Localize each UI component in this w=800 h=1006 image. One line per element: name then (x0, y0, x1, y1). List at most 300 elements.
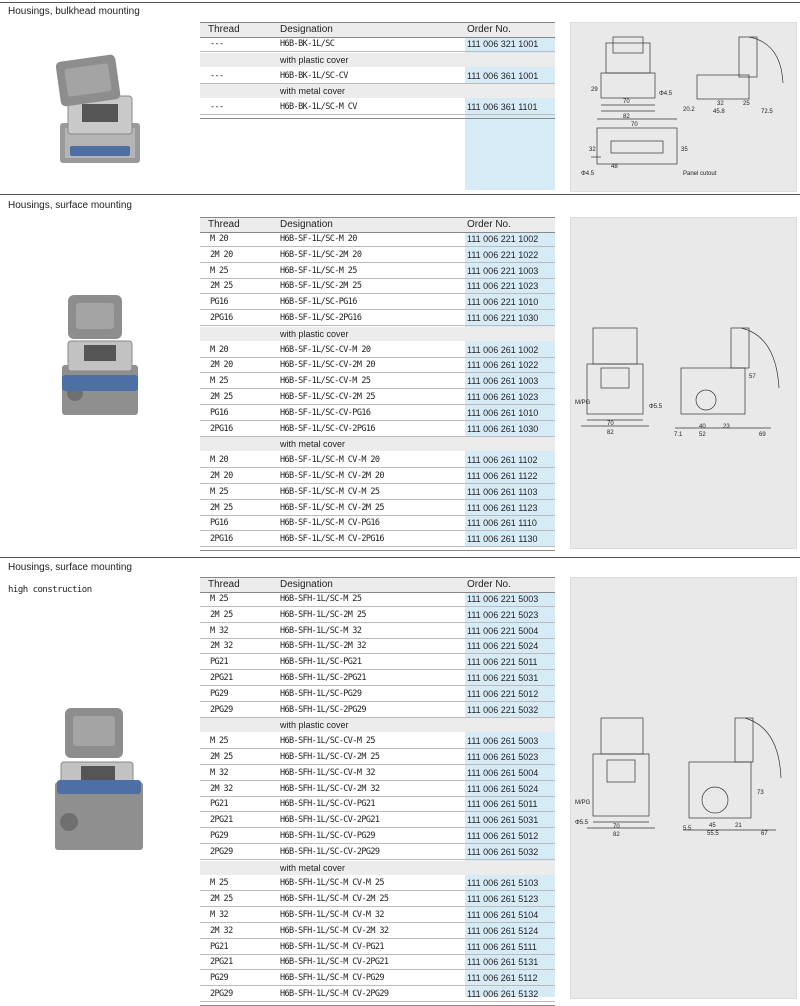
table-row (200, 390, 555, 405)
designation-suffix: -2M 32 (338, 641, 366, 652)
dim-label: 82 (613, 832, 620, 838)
designation-code: SC (329, 783, 339, 794)
dim-label: 32 (589, 147, 596, 153)
designation-prefix: H6B-SFH-1L/ (280, 767, 330, 778)
designation-cell (280, 673, 366, 683)
designation-cell (280, 503, 384, 513)
designation-cell (280, 610, 366, 620)
thread-cell: --- (210, 102, 224, 113)
designation-code: SC (325, 376, 335, 387)
table-header (200, 22, 555, 38)
table-row (200, 374, 555, 389)
designation-suffix: -CV-2PG21 (338, 815, 380, 826)
designation-suffix: -CV-2PG29 (338, 846, 380, 857)
designation-prefix: H6B-SFH-1L/ (280, 673, 330, 683)
designation-prefix: H6B-SFH-1L/ (280, 799, 330, 810)
technical-drawing (570, 577, 797, 999)
thread-cell: --- (210, 39, 224, 49)
table-row (200, 703, 555, 718)
dim-label: 69 (759, 432, 766, 438)
designation-cell (280, 297, 357, 307)
thread-cell: M 25 (210, 265, 229, 276)
thread-cell: 2M 20 (210, 471, 233, 481)
designation-prefix: H6B-SFH-1L/ (280, 989, 330, 999)
designation-code: SC (329, 609, 339, 620)
order-number-cell: 111 006 261 5132 (467, 989, 539, 999)
designation-suffix: -CV-2PG16 (334, 423, 375, 434)
dim-label: 21 (735, 823, 742, 829)
designation-suffix: -M CV-2M 25 (334, 502, 384, 513)
table-row (200, 311, 555, 326)
table-row (200, 813, 555, 828)
designation-cell (280, 518, 379, 528)
designation-prefix: H6B-SF-1L/ (280, 344, 326, 355)
table-row (200, 516, 555, 531)
designation-code: SC (329, 846, 339, 857)
dim-label: 40 (699, 424, 706, 430)
col-order: Order No. (467, 24, 511, 35)
thread-cell: M 20 (210, 455, 229, 466)
designation-cell (280, 376, 370, 386)
table-row (200, 687, 555, 702)
thread-cell: PG21 (210, 799, 229, 810)
table-header (200, 217, 555, 233)
designation-suffix: -2PG29 (338, 704, 366, 715)
designation-cell (280, 894, 388, 904)
designation-code: SC (329, 752, 339, 762)
order-number-cell: 111 006 221 1003 (467, 265, 539, 276)
product-photo (0, 280, 200, 430)
table-row (200, 782, 555, 797)
bulkhead-housing-image (30, 38, 170, 178)
designation-code: SC (325, 265, 335, 276)
designation-prefix: H6B-SF-1L/ (280, 249, 326, 260)
designation-code: SC (325, 234, 335, 244)
designation-prefix: H6B-SF-1L/ (280, 392, 326, 402)
designation-code: SC (329, 878, 339, 889)
table-row (200, 908, 555, 923)
designation-cell (280, 281, 361, 291)
dim-label: 67 (761, 831, 768, 837)
group-caption (200, 327, 555, 341)
thread-cell: 2PG16 (210, 423, 233, 434)
designation-suffix: -M CV-2M 20 (334, 471, 384, 481)
designation-suffix: -M 25 (338, 594, 362, 604)
order-number-cell: 111 006 261 1002 (467, 344, 539, 355)
thread-cell: 2PG29 (210, 989, 233, 999)
dim-label: M/PG (575, 800, 591, 806)
designation-prefix: H6B-BK-1L/ (280, 70, 326, 81)
designation-cell (280, 594, 361, 604)
dimension-drawing (571, 23, 796, 191)
designation-suffix: -2M 20 (334, 249, 362, 260)
thread-cell: 2M 25 (210, 392, 233, 402)
thread-cell: M 25 (210, 376, 229, 387)
designation-code: SC (325, 70, 335, 81)
order-number-cell: 111 006 221 5003 (467, 594, 539, 604)
designation-code: SC (329, 799, 339, 810)
thread-cell: --- (210, 70, 224, 81)
thread-cell: PG29 (210, 688, 229, 699)
designation-suffix: -CV (334, 70, 348, 81)
table-row (200, 845, 555, 860)
order-number-cell: 111 006 221 5011 (467, 657, 538, 668)
designation-suffix: -M CV-M 25 (334, 486, 380, 497)
order-number-cell: 111 006 361 1101 (467, 102, 538, 113)
table-row (200, 671, 555, 686)
designation-code: SC (329, 973, 339, 984)
table-row (200, 501, 555, 516)
table-row (200, 532, 555, 547)
designation-suffix: -CV-M 25 (338, 736, 375, 747)
designation-prefix: H6B-SF-1L/ (280, 518, 326, 529)
dim-label: 57 (749, 374, 756, 380)
designation-cell (280, 799, 375, 809)
designation-cell (280, 345, 370, 355)
designation-cell (280, 705, 366, 715)
designation-code: SC (325, 344, 335, 355)
thread-cell: 2PG21 (210, 815, 233, 826)
thread-cell: PG21 (210, 941, 229, 952)
col-order: Order No. (467, 219, 511, 230)
thread-cell: M 20 (210, 234, 229, 244)
table-row (200, 750, 555, 765)
designation-suffix: -M CV (334, 102, 357, 113)
designation-prefix: H6B-SFH-1L/ (280, 894, 330, 905)
designation-prefix: H6B-SFH-1L/ (280, 910, 330, 920)
designation-code: SC (329, 594, 339, 604)
high-housing-image (35, 700, 165, 860)
thread-cell: PG16 (210, 297, 229, 308)
designation-cell (280, 689, 361, 699)
table-row (200, 279, 555, 294)
designation-cell (280, 831, 375, 841)
order-number-cell: 111 006 261 5004 (467, 767, 539, 778)
order-number-cell: 111 006 221 1022 (467, 249, 539, 260)
dimension-drawing (571, 218, 796, 548)
designation-suffix: -M CV-2PG21 (338, 957, 389, 968)
designation-suffix: -CV-M 25 (334, 376, 371, 387)
dimension-drawing (571, 578, 796, 998)
designation-prefix: H6B-SF-1L/ (280, 376, 326, 387)
order-number-cell: 111 006 221 5024 (467, 641, 539, 652)
designation-prefix: H6B-SF-1L/ (280, 423, 326, 434)
table-row (200, 734, 555, 749)
designation-suffix: -M 32 (338, 625, 362, 636)
designation-cell (280, 752, 379, 762)
order-number-cell: 111 006 261 1030 (467, 423, 539, 434)
dim-label: 48 (611, 164, 618, 170)
designation-suffix: -CV-2M 32 (338, 783, 380, 794)
designation-cell (280, 487, 379, 497)
designation-prefix: H6B-BK-1L/ (280, 39, 326, 49)
designation-code: SC (325, 39, 335, 49)
designation-suffix: -CV-M 20 (334, 344, 371, 355)
designation-prefix: H6B-SFH-1L/ (280, 941, 330, 952)
table-row (200, 469, 555, 484)
designation-suffix: -CV-M 32 (338, 767, 375, 778)
designation-suffix: -M CV-M 20 (334, 455, 380, 466)
designation-code: SC (325, 360, 335, 371)
designation-suffix: -2PG16 (334, 313, 362, 323)
designation-code: SC (325, 486, 335, 497)
designation-prefix: H6B-SFH-1L/ (280, 846, 330, 857)
thread-cell: 2M 32 (210, 925, 233, 936)
designation-cell (280, 736, 375, 746)
dim-label: 32 (717, 101, 724, 107)
group-caption (200, 84, 555, 98)
designation-prefix: H6B-SFH-1L/ (280, 831, 330, 841)
designation-code: SC (329, 673, 339, 683)
dim-label: 35 (681, 147, 688, 153)
table-row (200, 232, 555, 247)
order-number-cell: 111 006 261 5111 (467, 941, 537, 952)
designation-code: SC (329, 657, 339, 668)
designation-cell (280, 39, 334, 49)
designation-code: SC (329, 894, 339, 905)
dim-label: Φ4.5 (581, 171, 595, 177)
thread-cell: 2M 25 (210, 894, 233, 905)
designation-cell (280, 234, 357, 244)
designation-cell (280, 626, 361, 636)
table-row (200, 987, 555, 1002)
dim-label: 70 (607, 421, 614, 427)
thread-cell: 2M 20 (210, 249, 233, 260)
designation-code: SC (329, 925, 339, 936)
technical-drawing (570, 22, 797, 192)
thread-cell: PG21 (210, 657, 229, 668)
order-number-cell: 111 006 221 1010 (467, 297, 539, 308)
group-caption-text: with plastic cover (280, 720, 349, 731)
col-designation: Designation (280, 579, 333, 590)
designation-prefix: H6B-SFH-1L/ (280, 783, 330, 794)
order-number-cell: 111 006 221 1030 (467, 313, 539, 323)
order-number-cell: 111 006 261 5031 (467, 815, 539, 826)
group-caption (200, 718, 555, 732)
group-caption (200, 861, 555, 875)
designation-code: SC (329, 831, 339, 841)
table-row (200, 639, 555, 654)
thread-cell: 2M 25 (210, 281, 233, 292)
designation-code: SC (325, 297, 335, 308)
thread-cell: 2PG16 (210, 534, 233, 545)
order-number-cell: 111 006 261 1103 (467, 486, 538, 497)
designation-cell (280, 313, 361, 323)
designation-suffix: -2PG21 (338, 673, 366, 683)
designation-code: SC (329, 641, 339, 652)
designation-prefix: H6B-SF-1L/ (280, 265, 326, 276)
designation-prefix: H6B-SFH-1L/ (280, 878, 330, 889)
designation-prefix: H6B-BK-1L/ (280, 102, 326, 113)
thread-cell: M 32 (210, 767, 229, 778)
designation-code: SC (329, 736, 339, 747)
section-title: Housings, bulkhead mounting (8, 6, 140, 17)
col-order: Order No. (467, 579, 511, 590)
dim-label: 72.5 (761, 109, 773, 115)
dim-label: Φ5.5 (575, 820, 589, 826)
designation-cell (280, 815, 379, 825)
designation-suffix: -M CV-PG21 (338, 941, 384, 952)
order-number-cell: 111 006 221 5032 (467, 704, 539, 715)
order-number-cell: 111 006 261 1122 (467, 471, 538, 481)
order-number-cell: 111 006 261 5023 (467, 752, 539, 762)
dim-label: Φ5.5 (649, 404, 663, 410)
technical-drawing (570, 217, 797, 549)
dim-label: 45.8 (713, 109, 725, 115)
product-photo (0, 700, 200, 860)
designation-suffix: -2M 25 (334, 281, 362, 292)
designation-cell (280, 641, 366, 651)
designation-prefix: H6B-SFH-1L/ (280, 657, 330, 668)
order-number-cell: 111 006 261 5124 (467, 925, 539, 936)
designation-cell (280, 455, 379, 465)
thread-cell: M 25 (210, 878, 229, 889)
designation-prefix: H6B-SF-1L/ (280, 407, 326, 418)
designation-cell (280, 910, 384, 920)
cutout-label: Panel cutout (683, 171, 717, 177)
designation-prefix: H6B-SF-1L/ (280, 360, 326, 371)
table-row (200, 358, 555, 373)
designation-prefix: H6B-SFH-1L/ (280, 815, 330, 826)
order-number-cell: 111 006 261 1130 (467, 534, 538, 545)
designation-code: SC (325, 392, 335, 402)
designation-suffix: -2M 25 (338, 609, 366, 620)
dim-label: Φ4.5 (659, 91, 673, 97)
order-number-cell: 111 006 221 5012 (467, 688, 539, 699)
table-header (200, 577, 555, 593)
thread-cell: M 20 (210, 344, 229, 355)
order-number-cell: 111 006 221 5004 (467, 625, 539, 636)
dim-label: 5.5 (683, 826, 692, 832)
table-row (200, 248, 555, 263)
designation-cell (280, 266, 357, 276)
designation-code: SC (329, 957, 339, 968)
designation-suffix: -M CV-2PG29 (338, 989, 389, 999)
designation-suffix: -CV-PG21 (338, 799, 375, 810)
order-number-cell: 111 006 261 1003 (467, 376, 539, 387)
order-number-cell: 111 006 261 1102 (467, 455, 538, 466)
designation-cell (280, 878, 384, 888)
designation-code: SC (325, 313, 335, 323)
table-row (200, 971, 555, 986)
designation-prefix: H6B-SF-1L/ (280, 534, 326, 545)
order-number-cell: 111 006 261 5131 (467, 957, 539, 968)
thread-cell: M 32 (210, 910, 229, 920)
dim-label: 52 (699, 432, 706, 438)
designation-cell (280, 784, 379, 794)
table-row (200, 655, 555, 670)
designation-suffix: -CV-2M 20 (334, 360, 375, 371)
order-number-cell: 111 006 261 1110 (467, 518, 537, 529)
order-number-cell: 111 006 221 1023 (467, 281, 539, 292)
thread-cell: PG29 (210, 973, 229, 984)
group-caption-text: with metal cover (280, 86, 346, 97)
thread-cell: 2PG21 (210, 673, 233, 683)
order-number-cell: 111 006 261 5011 (467, 799, 538, 810)
thread-cell: 2PG21 (210, 957, 233, 968)
table-row (200, 592, 555, 607)
dim-label: 82 (623, 114, 630, 120)
thread-cell: 2PG29 (210, 846, 233, 857)
designation-suffix: -CV-PG29 (338, 831, 375, 841)
designation-cell (280, 957, 388, 967)
designation-code: SC (329, 767, 339, 778)
order-number-cell: 111 006 261 5103 (467, 878, 539, 889)
designation-code: SC (325, 534, 335, 545)
designation-cell (280, 926, 388, 936)
thread-cell: M 25 (210, 486, 229, 497)
designation-suffix: -M CV-2M 32 (338, 925, 389, 936)
dim-label: 70 (623, 99, 630, 105)
designation-prefix: H6B-SF-1L/ (280, 281, 326, 292)
group-caption-text: with plastic cover (280, 328, 349, 339)
order-number-cell: 111 006 261 1010 (467, 407, 539, 418)
thread-cell: 2M 20 (210, 360, 233, 371)
order-number-cell: 111 006 261 5024 (467, 783, 539, 794)
designation-cell (280, 989, 388, 999)
dim-label: 45 (709, 823, 716, 829)
table-row (200, 406, 555, 421)
designation-code: SC (325, 518, 335, 529)
designation-code: SC (329, 688, 339, 699)
designation-code: SC (329, 625, 339, 636)
section-title: Housings, surface mounting (8, 200, 132, 211)
dim-label: 20.2 (683, 107, 695, 113)
designation-prefix: H6B-SFH-1L/ (280, 973, 330, 984)
order-number-cell: 111 006 261 1023 (467, 392, 539, 402)
col-designation: Designation (280, 219, 333, 230)
order-number-cell: 111 006 261 5032 (467, 846, 539, 857)
table-row (200, 876, 555, 891)
designation-code: SC (325, 102, 335, 113)
designation-suffix: -M CV-PG29 (338, 973, 384, 984)
dim-label: 73 (757, 790, 764, 796)
order-number-cell: 111 006 221 5023 (467, 609, 539, 620)
section-rule (0, 557, 800, 558)
group-caption (200, 53, 555, 67)
designation-cell (280, 973, 384, 983)
designation-suffix: -M CV-2PG16 (334, 534, 384, 545)
designation-prefix: H6B-SF-1L/ (280, 455, 326, 466)
table-row (200, 37, 555, 52)
designation-code: SC (329, 704, 339, 715)
table-row (200, 608, 555, 623)
table-end-rule (200, 118, 555, 119)
designation-cell (280, 102, 357, 112)
table-row (200, 829, 555, 844)
designation-prefix: H6B-SFH-1L/ (280, 641, 330, 652)
order-number-cell: 111 006 261 5003 (467, 736, 539, 747)
dim-label: 25 (743, 101, 750, 107)
table-row (200, 264, 555, 279)
designation-prefix: H6B-SF-1L/ (280, 297, 326, 308)
designation-suffix: -CV-2M 25 (338, 752, 380, 762)
designation-code: SC (329, 910, 339, 920)
dim-label: 82 (607, 430, 614, 436)
designation-cell (280, 534, 384, 544)
designation-suffix: -PG16 (334, 297, 357, 308)
designation-code: SC (325, 407, 335, 418)
col-thread: Thread (208, 24, 240, 35)
dim-label: 70 (631, 122, 638, 128)
table-row (200, 940, 555, 955)
dim-label: 70 (613, 824, 620, 830)
table-row (200, 797, 555, 812)
designation-code: SC (329, 989, 339, 999)
thread-cell: 2PG29 (210, 704, 233, 715)
designation-suffix: -M CV-PG16 (334, 518, 380, 529)
group-caption-text: with plastic cover (280, 54, 349, 65)
